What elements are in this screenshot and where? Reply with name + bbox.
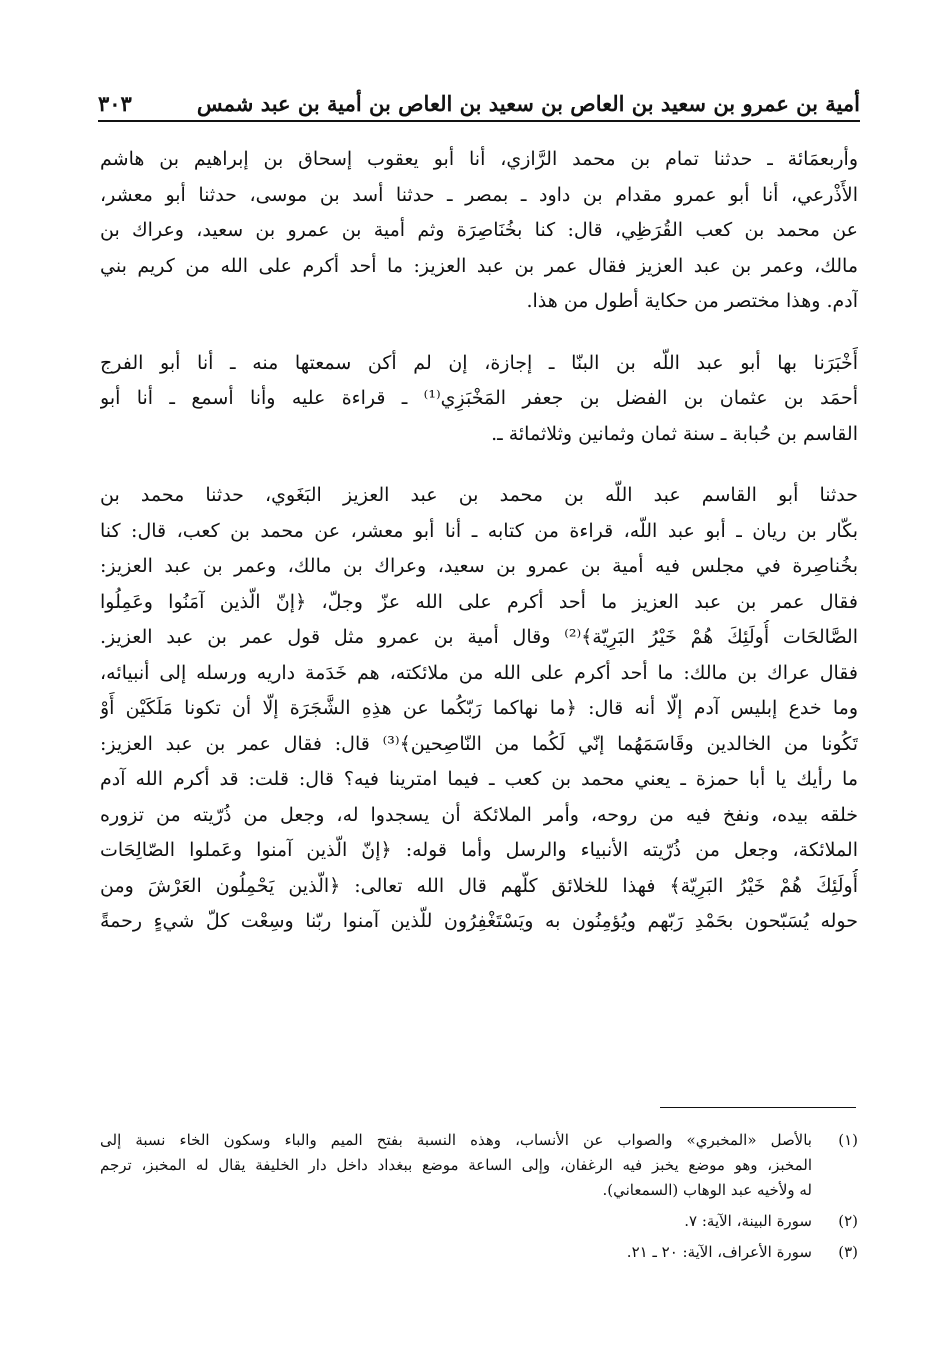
header-title: أمية بن عمرو بن سعيد بن العاص بن سعيد بن العاص بن أمية بن عبد شمس xyxy=(196,91,860,116)
main-text xyxy=(100,142,858,940)
footnote-line: المخبز، وهو موضع يخبز فيه الرغفان، وإلى الساعة موضع ببغداد داخل دار الخليفة يقال له المخبز، ترجم xyxy=(100,1156,812,1174)
running-header xyxy=(98,86,860,116)
text-line: أحمَد بن عثمان بن الفضل بن جعفر المَخْبَزِي⁽¹⁾ ـ قراءة عليه وأنا أسمع ـ أنا أبو xyxy=(100,387,858,409)
text-line: وما خدع إبليس آدم إلّا أنه قال: ﴿ما نهاكما رَبّكُما عن هذِهِ الشَّجَرَة إلّا أن تكونا مَلَكَيْن أَوْ xyxy=(100,697,858,719)
text-line: بخُناصِرة في مجلس فيه أمية بن عمرو بن سعيد، وعراك بن مالك، وعمر بن عبد العزيز: xyxy=(100,555,858,577)
paragraph xyxy=(100,478,858,940)
footnote xyxy=(100,1240,858,1265)
text-line: آدم. وهذا مختصر من حكاية أطول من هذا. xyxy=(526,290,858,312)
footnote-line: له ولأخيه عبد الوهاب (السمعاني). xyxy=(602,1181,812,1199)
text-line: بكّار بن ريان ـ أبو عبد اللّه، قراءة من كتابه ـ أنا أبو معشر، عن محمد بن كعب، قال: كنا xyxy=(100,519,858,542)
paragraph xyxy=(100,142,858,320)
footnote-number: (٢) xyxy=(838,1212,858,1230)
footnote-number: (١) xyxy=(838,1131,858,1149)
text-line: تَكُونا من الخالدين وقَاسَمَهُما إنّي لَكُما من النّاصِحين﴾⁽³⁾ قال: فقال عمر بن عبد العزيز: xyxy=(100,732,858,755)
text-line: الملائكة، وجعل من ذُرّيته الأنبياء والرسل وأما قوله: ﴿إنّ الّذين آمنوا وعَملوا الصّالِحَات xyxy=(100,839,858,861)
text-line: فقال عراك بن مالك: ما أحد أكرم على الله من ملائكته، هم خَدَمة داريه ورسله إلى أنبيائه، xyxy=(100,661,858,684)
footnote-number: (٣) xyxy=(838,1243,858,1261)
text-line: حوله يُسَبّحون بحَمْدِ رَبّهم ويُؤمِنُون به ويَسْتَغْفِرُون للّذين آمنوا ربّنا وسِعْت كلّ شيءٍ رحمةً xyxy=(100,910,858,932)
footnote-text xyxy=(100,1128,812,1203)
footnote-line: سورة الأعراف، الآية: ٢٠ ـ ٢١. xyxy=(626,1243,812,1261)
footnote xyxy=(100,1128,858,1203)
text-line: عن محمد بن كعب القُرَظِي، قال: كنا بخُنَاصِرَة وثم أمية بن عمرو بن سعيد، وعراك بن xyxy=(100,219,858,241)
text-line: وأربعمَائة ـ حدثنا تمام بن محمد الرَّازي، أنا أبو يعقوب إسحاق بن إبراهيم بن هاشم xyxy=(100,148,858,170)
text-line: الأَذْرعي، أنا أبو عمرو مقدام بن داود ـ بمصر ـ حدثنا أسد بن موسى، حدثنا أبو معشر، xyxy=(100,183,858,206)
footnote-line: بالأصل «المخبري» والصواب عن الأنساب، وهذه النسبة بفتح الميم والباء وسكون الخاء نسبة إلى xyxy=(100,1131,812,1149)
text-line: خلقه بيده، ونفخ فيه من روحه، وأمر الملائكة أن يسجدوا له، وجعل من ذُرّيته من تزوره xyxy=(100,803,858,826)
footnote-line: سورة البينة، الآية: ٧. xyxy=(684,1212,812,1230)
text-line: مالك، وعمر بن عبد العزيز فقال عمر بن عبد العزيز: ما أحد أكرم على الله من كريم بني xyxy=(100,254,858,277)
text-line: أَخْبَرَنا بها أبو عبد اللّه بن البنّا ـ إجازة، إن لم أكن سمعتها منه ـ أنا أبو الفرج xyxy=(100,351,858,374)
text-line: ما رأيك يا أبا حمزة ـ يعني محمد بن كعب ـ فيما امترينا فيه؟ قال: قلت: قد أكرم الله آدم xyxy=(100,768,858,790)
page-number: ٣٠٣ xyxy=(98,91,132,116)
footnote-text xyxy=(100,1240,812,1265)
paragraph xyxy=(100,346,858,453)
text-line: القاسم بن حُبابة ـ سنة ثمان وثمانين وثلاثمائة ـ. xyxy=(491,422,858,445)
footnote-rule xyxy=(660,1107,856,1108)
text-line: حدثنا أبو القاسم عبد اللّه بن محمد بن عبد العزيز البَغَوي، حدثنا محمد بن xyxy=(100,484,858,506)
text-line: أُولَئِكَ هُمْ خَيْرُ البَرِيّة﴾ فهذا للخلائق كلّهم قال الله تعالى: ﴿الّذين يَحْمِلُون العَرْشَ ومن xyxy=(100,874,858,897)
footnotes xyxy=(100,1128,858,1265)
header-rule xyxy=(98,120,860,122)
text-line: فقال عمر بن عبد العزيز ما أحد أكرم على الله عزّ وجلّ، ﴿إنّ الّذين آمَنُوا وعَمِلُوا xyxy=(100,590,858,613)
footnote xyxy=(100,1209,858,1234)
text-line: الصَّالحَات أُولَئِكَ هُمْ خَيْرُ البَرِيّة﴾⁽²⁾ وقال أمية بن عمرو مثل قول عمر بن عبد العزيز. xyxy=(100,626,858,648)
footnote-text xyxy=(100,1209,812,1234)
